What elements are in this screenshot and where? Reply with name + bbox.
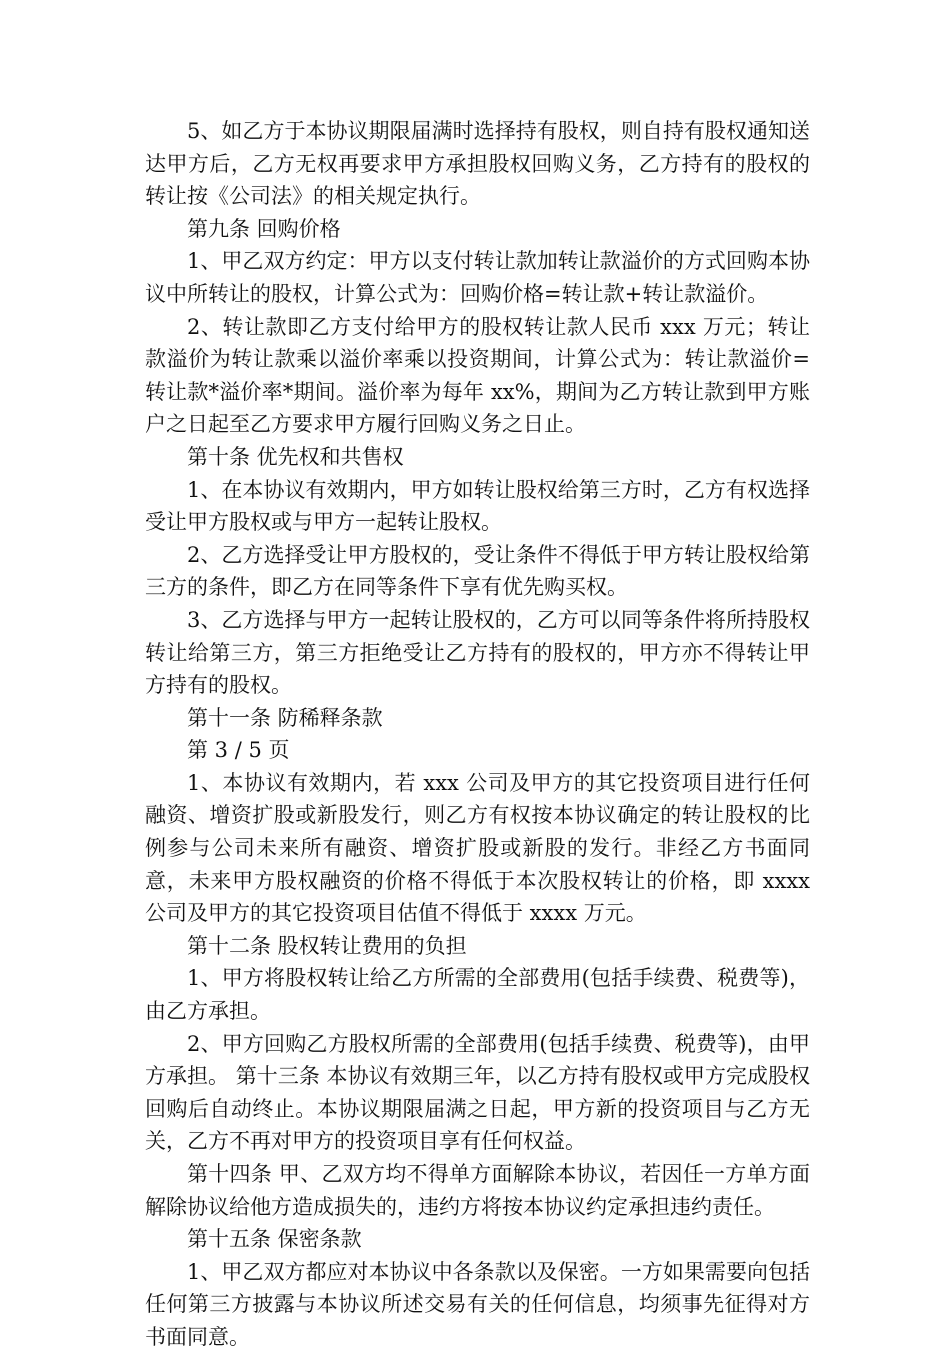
paragraph-clause-10-2: 2、乙方选择受让甲方股权的，受让条件不得低于甲方转让股权给第三方的条件，即乙方在同等条件下享有优先购买权。 [145, 542, 810, 600]
heading-article-10: 第十条 优先权和共售权 [187, 444, 404, 469]
paragraph-clause-12-2: 2、甲方回购乙方股权所需的全部费用(包括手续费、税费等)，由甲方承担。 第十三条 本协议有效期三年，以乙方持有股权或甲方完成股权回购后自动终止。本协议期限届满之日起，甲方新的投资项目与乙方无关，乙方不再对甲方的投资项目享有任何权益。 [145, 1031, 810, 1154]
heading-article-12: 第十二条 股权转让费用的负担 [187, 933, 467, 958]
paragraph-clause-10-3: 3、乙方选择与甲方一起转让股权的，乙方可以同等条件将所持股权转让给第三方，第三方拒绝受让乙方持有的股权的，甲方亦不得转让甲方持有的股权。 [145, 607, 810, 698]
document-body [145, 115, 810, 1354]
heading-article-9: 第九条 回购价格 [187, 216, 341, 241]
paragraph-clause-9-2: 2、转让款即乙方支付给甲方的股权转让款人民币 xxx 万元；转让款溢价为转让款乘以溢价率乘以投资期间，计算公式为：转让款溢价=转让款*溢价率*期间。溢价率为每年 xx%，期间为乙方转让款到甲方账户之日起至乙方要求甲方履行回购义务之日止。 [145, 314, 810, 437]
heading-article-15: 第十五条 保密条款 [187, 1227, 362, 1252]
page-number: 第 3 / 5 页 [187, 738, 290, 763]
paragraph-clause-9-1: 1、甲乙双方约定：甲方以支付转让款加转让款溢价的方式回购本协议中所转让的股权，计算公式为：回购价格=转让款+转让款溢价。 [145, 249, 810, 306]
paragraph-clause-10-1: 1、在本协议有效期内，甲方如转让股权给第三方时，乙方有权选择受让甲方股权或与甲方一起转让股权。 [145, 477, 810, 535]
paragraph-clause-15-1: 1、甲乙双方都应对本协议中各条款以及保密。一方如果需要向包括任何第三方披露与本协议所述交易有关的任何信息，均须事先征得对方书面同意。 [145, 1259, 810, 1349]
paragraph-clause-11-1: 1、本协议有效期内，若 xxx 公司及甲方的其它投资项目进行任何融资、增资扩股或新股发行，则乙方有权按本协议确定的转让股权的比例参与公司未来所有融资、增资扩股或新股的发行。非经乙方书面同意，未来甲方股权融资的价格不得低于本次股权转让的价格，即 xxxx 公司及甲方的其它投资项目估值不得低于 xxxx 万元。 [145, 770, 810, 926]
paragraph-clause-12-1: 1、甲方将股权转让给乙方所需的全部费用(包括手续费、税费等)，由乙方承担。 [145, 966, 810, 1024]
paragraph-article-14: 第十四条 甲、乙双方均不得单方面解除本协议，若因任一方单方面解除协议给他方造成损失的，违约方将按本协议约定承担违约责任。 [145, 1162, 810, 1219]
heading-article-11: 第十一条 防稀释条款 [187, 705, 383, 730]
paragraph-clause-8-5: 5、如乙方于本协议期限届满时选择持有股权，则自持有股权通知送达甲方后，乙方无权再要求甲方承担股权回购义务，乙方持有的股权的转让按《公司法》的相关规定执行。 [145, 119, 810, 209]
